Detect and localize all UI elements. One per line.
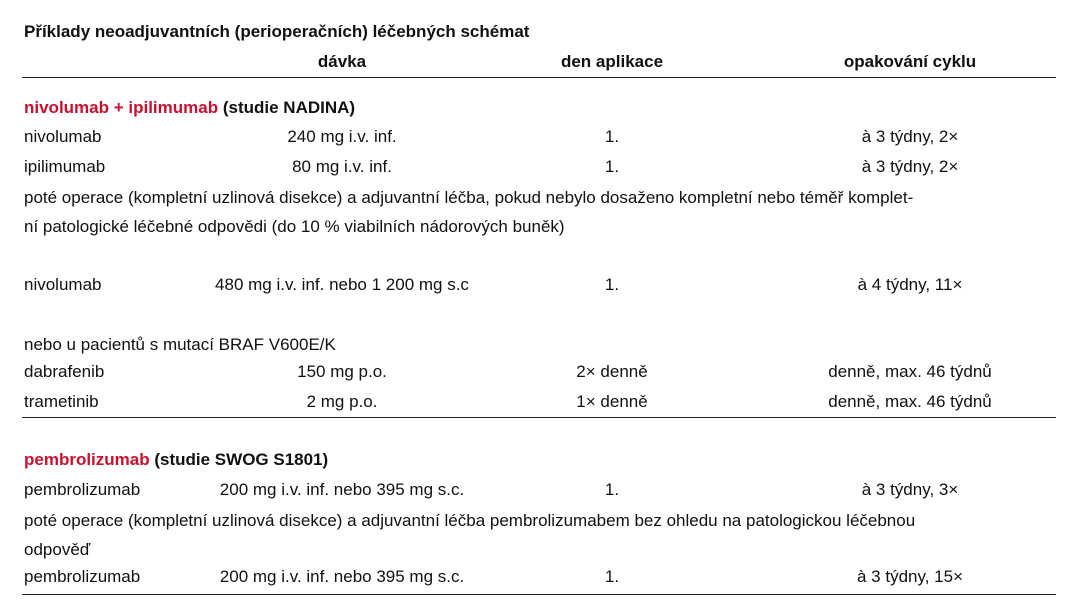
section-drug: nivolumab + ipilimumab: [24, 98, 219, 117]
section-study: (studie SWOG S1801): [154, 450, 329, 469]
dose-cell: 240 mg i.v. inf.: [287, 127, 397, 146]
bottom-rule: [22, 594, 1056, 595]
section-note: [24, 183, 1064, 241]
repeat-cell: à 3 týdny, 15×: [856, 567, 964, 586]
repeat-cell: à 4 týdny, 11×: [857, 275, 963, 294]
repeat-cell: à 3 týdny, 2×: [861, 127, 959, 146]
table-row: [0, 275, 1078, 299]
note-line: ní patologické léčebné odpovědi (do 10 % viabilních nádorových buněk): [24, 217, 565, 236]
drug-name: pembrolizumab: [24, 480, 141, 499]
drug-name: trametinib: [24, 392, 99, 411]
repeat-cell: denně, max. 46 týdnů: [828, 392, 992, 411]
day-cell: 1.: [604, 275, 620, 294]
column-header-dose: dávka: [317, 52, 367, 71]
drug-name: dabrafenib: [24, 362, 105, 381]
column-header-repeat: opakování cyklu: [843, 52, 977, 71]
section-drug: pembrolizumab: [24, 450, 150, 469]
note-line: poté operace (kompletní uzlinová disekce) a adjuvantní léčba, pokud nebylo dosaženo kompletní nebo téměř komplet-: [24, 188, 914, 207]
table-row: [0, 480, 1078, 504]
table-title: Příklady neoadjuvantních (perioperačních) léčebných schémat: [24, 22, 530, 41]
day-cell: 1.: [604, 480, 620, 499]
drug-name: pembrolizumab: [24, 567, 141, 586]
section-study: (studie NADINA): [222, 98, 356, 117]
dose-cell: 200 mg i.v. inf. nebo 395 mg s.c.: [219, 567, 465, 586]
dose-cell: 2 mg p.o.: [306, 392, 378, 411]
section-heading-nivolumab-ipilimumab: [24, 98, 355, 118]
section-note: [24, 506, 1064, 564]
column-header-day: den aplikace: [560, 52, 664, 71]
drug-name: nivolumab: [24, 275, 102, 294]
note-line: poté operace (kompletní uzlinová disekce) a adjuvantní léčba pembrolizumabem bez ohledu na patologickou léčebnou: [24, 511, 916, 530]
day-cell: 1.: [604, 567, 620, 586]
repeat-cell: à 3 týdny, 2×: [861, 157, 959, 176]
table-row: [0, 362, 1078, 386]
dose-cell: 80 mg i.v. inf.: [292, 157, 392, 176]
braf-note: nebo u pacientů s mutací BRAF V600E/K: [24, 335, 336, 354]
dose-cell: 150 mg p.o.: [297, 362, 387, 381]
day-cell: 1× denně: [576, 392, 648, 411]
day-cell: 1.: [604, 157, 620, 176]
table-row: [0, 157, 1078, 181]
repeat-cell: à 3 týdny, 3×: [861, 480, 959, 499]
header-rule: [22, 77, 1056, 78]
dose-cell: 200 mg i.v. inf. nebo 395 mg s.c.: [219, 480, 465, 499]
table-row: [0, 567, 1078, 591]
section-rule: [22, 417, 1056, 418]
section-heading-pembrolizumab: [24, 450, 328, 470]
drug-name: ipilimumab: [24, 157, 106, 176]
day-cell: 1.: [604, 127, 620, 146]
day-cell: 2× denně: [576, 362, 648, 381]
repeat-cell: denně, max. 46 týdnů: [828, 362, 992, 381]
note-line: odpověď: [24, 540, 91, 559]
table-row: [0, 127, 1078, 151]
drug-name: nivolumab: [24, 127, 102, 146]
dose-cell: 480 mg i.v. inf. nebo 1 200 mg s.c: [215, 275, 469, 294]
table-row: [0, 392, 1078, 416]
